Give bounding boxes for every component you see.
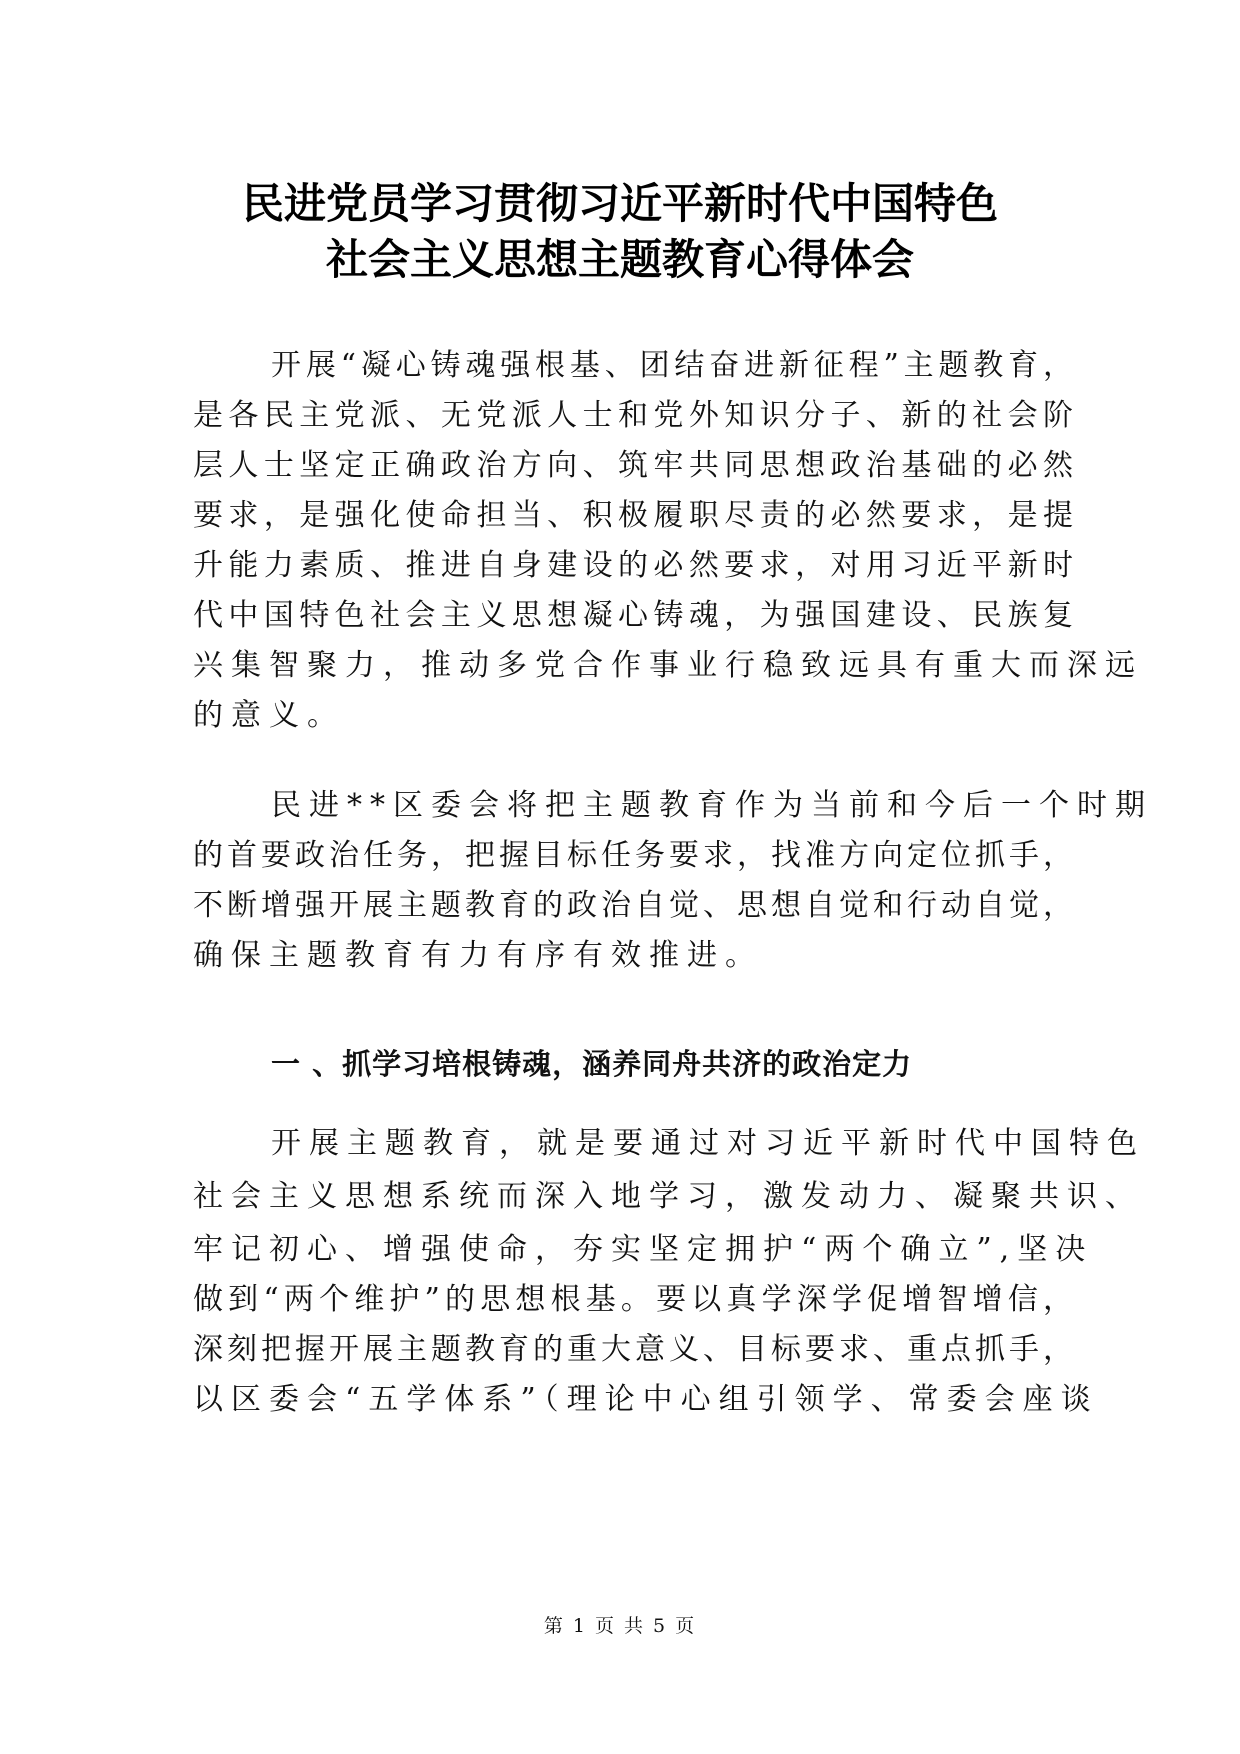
paragraph-line: 要求，是强化使命担当、积极履职尽责的必然要求，是提 <box>193 498 1073 533</box>
paragraph-line: 的首要政治任务，把握目标任务要求，找准方向定位抓手， <box>193 838 1073 873</box>
paragraph-line: 确保主题教育有力有序有效推进。 <box>193 938 763 973</box>
paragraph-line: 开展主题教育，就是要通过对习近平新时代中国特色 <box>271 1126 1145 1161</box>
paragraph-line: 做到“两个维护”的思想根基。要以真学深学促增智增信， <box>193 1282 1073 1317</box>
paragraph-line: 民进**区委会将把主题教育作为当前和今后一个时期 <box>271 788 1153 823</box>
paragraph-line: 是各民主党派、无党派人士和党外知识分子、新的社会阶 <box>193 398 1073 433</box>
title-line-1: 民进党员学习贯彻习近平新时代中国特色 <box>241 179 998 228</box>
paragraph-line: 不断增强开展主题教育的政治自觉、思想自觉和行动自觉， <box>193 888 1073 923</box>
title-line-2: 社会主义思想主题教育心得体会 <box>325 235 914 284</box>
paragraph-line: 升能力素质、推进自身建设的必然要求，对用习近平新时 <box>193 548 1073 583</box>
paragraph-line: 的意义。 <box>193 698 345 733</box>
page-footer: 第 1 页 共 5 页 <box>543 1615 697 1637</box>
paragraph-line: 深刻把握开展主题教育的重大意义、目标要求、重点抓手， <box>193 1332 1073 1367</box>
document-title <box>0 176 1240 288</box>
paragraph-line: 以区委会“五学体系”（理论中心组引领学、常委会座谈 <box>193 1382 1099 1417</box>
paragraph-line: 牢记初心、增强使命，夯实坚定拥护“两个确立”,坚决 <box>193 1232 1094 1267</box>
paragraph-line: 社会主义思想系统而深入地学习，激发动力、凝聚共识、 <box>193 1179 1143 1214</box>
paragraph-line: 兴集智聚力，推动多党合作事业行稳致远具有重大而深远 <box>193 648 1143 683</box>
paragraph-line: 层人士坚定正确政治方向、筑牢共同思想政治基础的必然 <box>193 448 1073 483</box>
section-heading: 一 、抓学习培根铸魂，涵养同舟共济的政治定力 <box>271 1047 913 1081</box>
paragraph-line: 开展“凝心铸魂强根基、团结奋进新征程”主题教育， <box>271 348 1073 383</box>
paragraph-line: 代中国特色社会主义思想凝心铸魂，为强国建设、民族复 <box>193 598 1073 633</box>
